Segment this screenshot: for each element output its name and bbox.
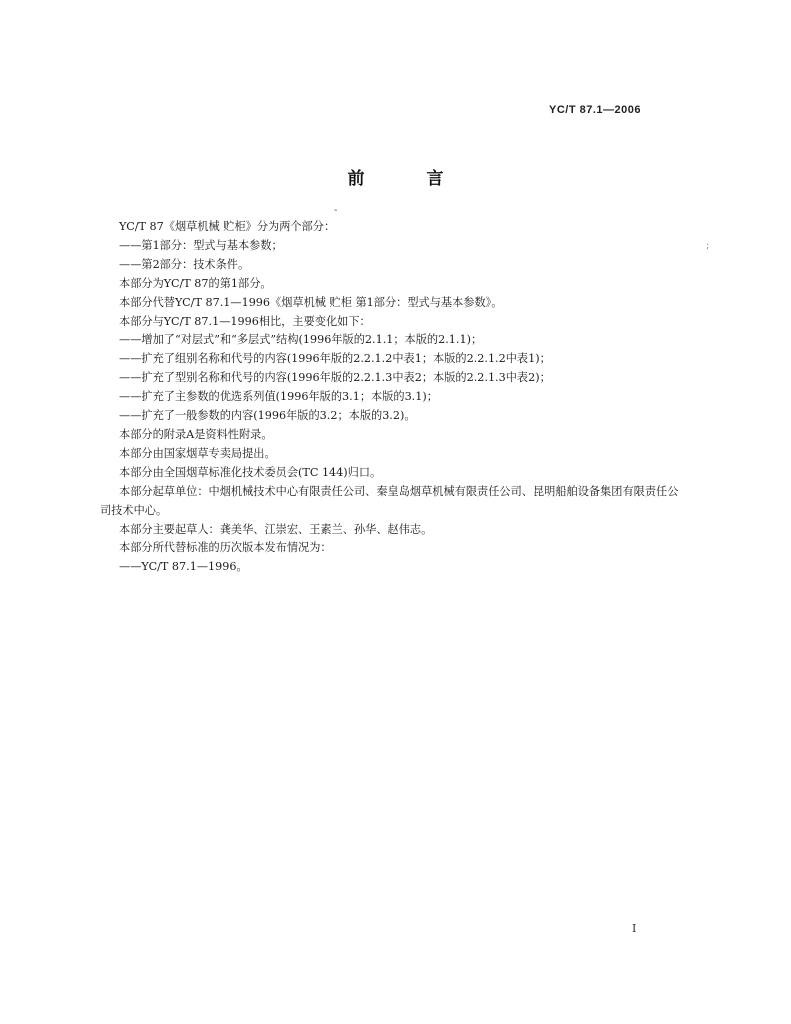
paragraph: ——扩充了型别名称和代号的内容(1996年版的2.2.1.3中表2；本版的2.2.1.3中表2)； (119, 371, 551, 385)
paragraph: 本部分由国家烟草专卖局提出。 (119, 446, 276, 460)
standard-code-header: YC/T 87.1—2006 (549, 104, 641, 116)
paragraph: 本部分起草单位：中烟机械技术中心有限责任公司、秦皇岛烟草机械有限责任公司、昆明船舶设备集团有限责任公司技术中心。 (100, 484, 679, 517)
paragraph: ——扩充了主参数的优选系列值(1996年版的3.1；本版的3.1)； (119, 390, 438, 404)
foreword-body (100, 218, 680, 577)
paragraph: ——YC/T 87.1—1996。 (119, 560, 248, 574)
scan-mark-side: ; (706, 240, 710, 251)
paragraph: ——扩充了一般参数的内容(1996年版的3.2；本版的3.2)。 (119, 409, 416, 423)
paragraph: ——扩充了组别名称和代号的内容(1996年版的2.2.1.2中表1；本版的2.2.1.2中表1)； (119, 352, 551, 366)
paragraph: 本部分所代替标准的历次版本发布情况为： (119, 541, 332, 555)
paragraph: 本部分代替YC/T 87.1—1996《烟草机械 贮柜 第1部分：型式与基本参数》。 (119, 295, 503, 309)
paragraph: ——第2部分：技术条件。 (119, 257, 250, 271)
paragraph: 本部分主要起草人：龚美华、江崇宏、王素兰、孙华、赵伟志。 (119, 522, 433, 536)
paragraph: 本部分为YC/T 87的第1部分。 (119, 276, 272, 290)
paragraph: 本部分由全国烟草标准化技术委员会(TC 144)归口。 (119, 465, 382, 479)
paragraph: 本部分的附录A是资料性附录。 (119, 427, 273, 441)
paragraph: 本部分与YC/T 87.1—1996相比，主要变化如下： (119, 314, 371, 328)
page-number: I (632, 922, 637, 935)
paragraph: ——增加了“对层式”和“多层式”结构(1996年版的2.1.1；本版的2.1.1)； (119, 333, 483, 347)
scan-mark: - (334, 205, 338, 216)
page-title: 前 言 (347, 169, 472, 189)
paragraph: ——第1部分：型式与基本参数； (119, 238, 283, 252)
paragraph: YC/T 87《烟草机械 贮柜》分为两个部分： (119, 220, 336, 233)
